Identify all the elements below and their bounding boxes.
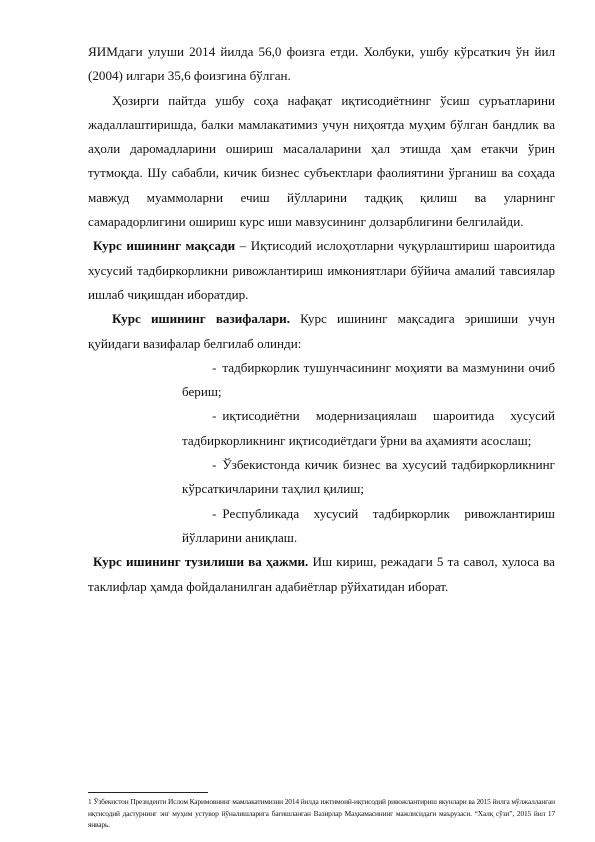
task-text: иқтисодиётни модернизациялаш шароитида хусусий тадбиркорликнинг иқтисодиётдаги ўрни ва аҳамияти асослаш; bbox=[182, 408, 555, 448]
task-text: Ўзбекистонда кичик бизнес ва хусусий тадбиркорликнинг кўрсаткичларини таҳлил қилиш; bbox=[182, 457, 555, 497]
structure-text: Иш кириш, режадаги 5 та савол, хулоса ва таклифлар ҳамда фойдаланилган адабиётлар рўйхатидан иборат. bbox=[88, 554, 555, 594]
paragraph-gdp-share: ЯИМдаги улуши 2014 йилда 56,0 фоизга етди. Холбуки, ушбу кўрсаткич ўн йил (2004) илгари 35,6 фоизгина бўлган. bbox=[88, 44, 555, 84]
task-item bbox=[182, 453, 555, 502]
dash-marker: - bbox=[212, 359, 217, 375]
task-item bbox=[182, 404, 555, 453]
footnote-divider bbox=[88, 792, 208, 793]
task-text: тадбиркорлик тушунчасининг моҳияти ва мазмунини очиб бериш; bbox=[182, 359, 555, 400]
dash-marker: - bbox=[212, 505, 217, 521]
dash-marker: - bbox=[212, 457, 217, 473]
task-text: Республикада хусусий тадбиркорлик ривожлантириш йўлларини аниқлаш. bbox=[182, 505, 555, 545]
document-body bbox=[88, 40, 555, 599]
paragraph-relevance: Ҳозирги пайтда ушбу соҳа нафақат иқтисодиётнинг ўсиш суръатларини жадаллаштиришда, балки мамлакатимиз учун ниҳоятда муҳим бўлган бандлик ва аҳоли даромадларини ошириш масалаларини ҳал этишда ҳам етакчи ўрин тутмоқда. Шу сабабли, кичик бизнес субъектлари фаолиятини ўрганиш ва соҳада мавжуд муаммоларни ечиш йўлларини тадқиқ қилиш ва уларнинг самарадорлигини ошириш курс иши мавзусининг долзарблигини белгилайди. bbox=[88, 92, 555, 230]
paragraph-goal bbox=[88, 234, 555, 307]
tasks-heading: Курс ишининг вазифалари. bbox=[112, 311, 290, 327]
tasks-list bbox=[88, 356, 555, 550]
structure-heading: Курс ишининг тузилиши ва ҳажми. bbox=[93, 554, 309, 570]
goal-heading: Курс ишининг мақсади bbox=[93, 238, 236, 254]
task-item bbox=[182, 356, 555, 405]
paragraph-structure bbox=[88, 550, 555, 599]
paragraph-tasks bbox=[88, 307, 555, 356]
goal-text: – Иқтисодий ислоҳотларни чуқурлаштириш шароитида хусусий тадбиркорликни ривожлантириш имкониятлари бўйича амалий тавсиялар ишлаб чиқишдан иборатдир. bbox=[88, 238, 556, 302]
dash-marker: - bbox=[212, 408, 217, 424]
tasks-intro-text: Курс ишининг мақсадига эришиши учун қуйидаги вазифалар белгилаб олинди: bbox=[88, 311, 555, 351]
footnote: 1 Ўзбекистон Президенти Ислом Каримовнинг мамлакатимизни 2014 йилда ижтимоий-иқтисодий ривожлантириш якунлари ва 2015 йилга мўлжалланган иқтисодий дастурнинг энг муҳим устувор йўналишларига бағишланган Вазирлар Маҳкамасининг мажлисидаги маърузаси. “Халқ сўзи”, 2015 йил 17 январь. bbox=[88, 797, 555, 830]
task-item bbox=[182, 502, 555, 551]
